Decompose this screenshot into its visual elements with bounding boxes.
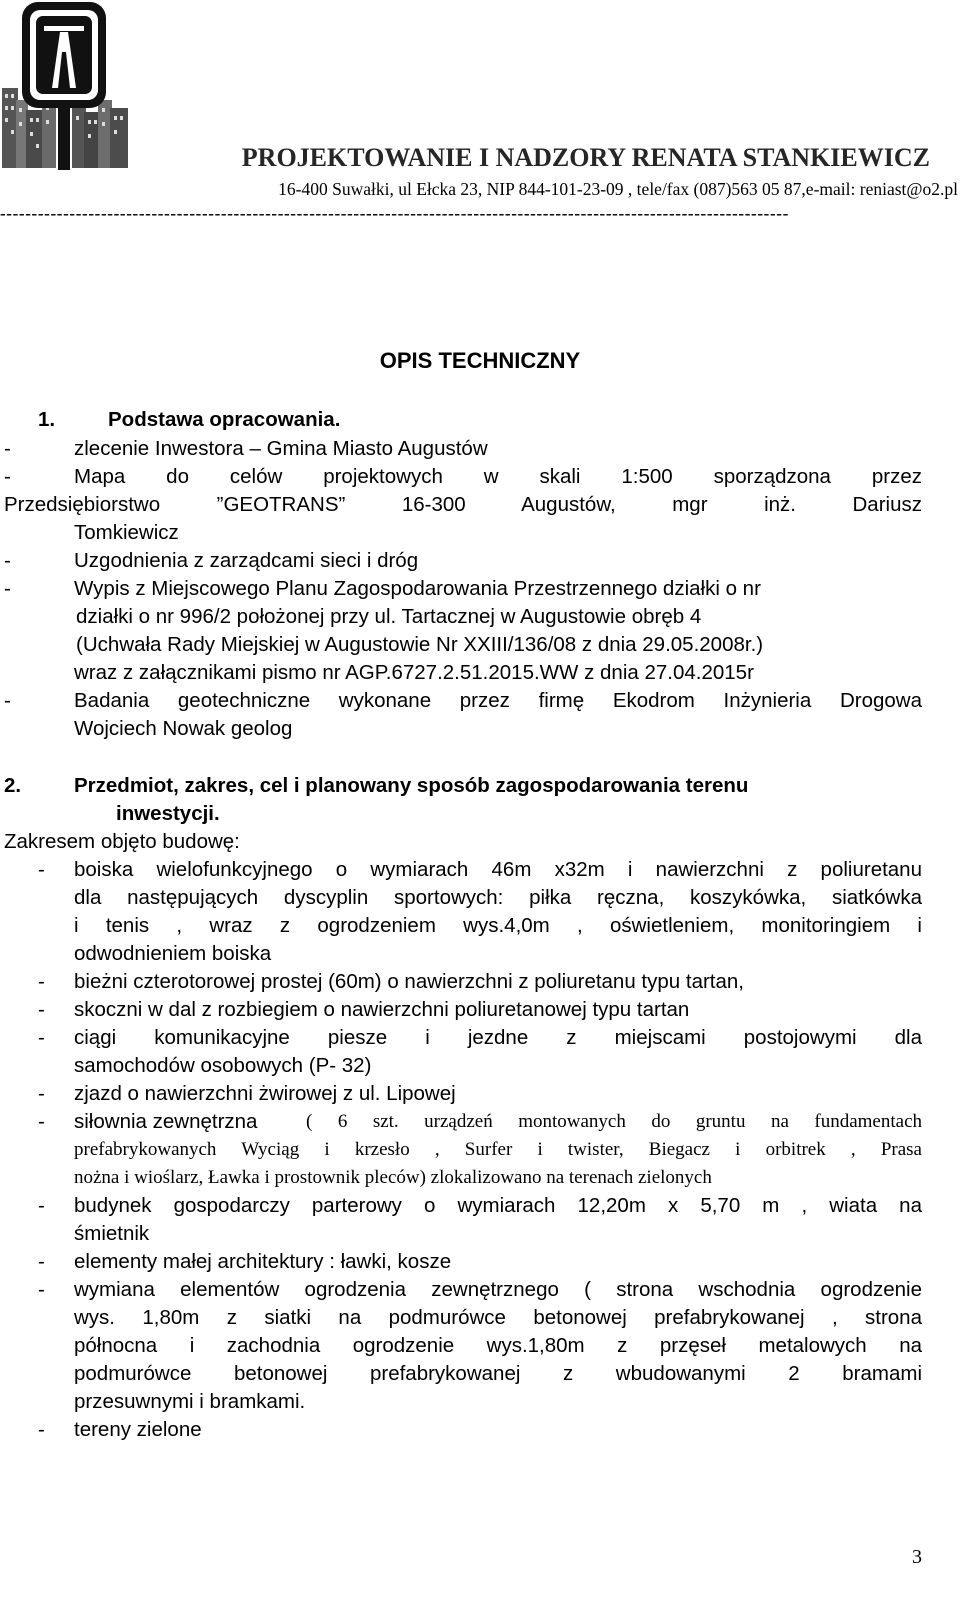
- list-item-continuation: wraz z załącznikami pismo nr AGP.6727.2.51.2015.WW z dnia 27.04.2015r: [74, 661, 754, 684]
- list-bullet: -: [4, 437, 11, 460]
- list-bullet: -: [38, 970, 45, 993]
- list-bullet: -: [38, 1250, 45, 1273]
- list-item-continuation: Tomkiewicz: [74, 521, 179, 544]
- list-item: elementy małej architektury : ławki, kosze: [74, 1250, 452, 1273]
- section-heading: inwestycji.: [116, 802, 220, 825]
- section-number: 1.: [38, 408, 56, 431]
- list-item-continuation: Przedsiębiorstwo ”GEOTRANS” 16-300 Augustów, mgr inż. Dariusz: [4, 493, 922, 516]
- page-number: 3: [912, 1546, 922, 1568]
- company-name: PROJEKTOWANIE I NADZORY RENATA STANKIEWICZ: [241, 143, 930, 172]
- section-heading: Podstawa opracowania.: [108, 408, 341, 431]
- list-item: bieżni czterotorowej prostej (60m) o nawierzchni z poliuretanu typu tartan,: [74, 970, 744, 993]
- list-item-continuation: prefabrykowanych Wyciąg i krzesło , Surfer i twister, Biegacz i orbitrek , Prasa: [74, 1139, 922, 1160]
- list-item: siłownia zewnętrzna: [74, 1110, 258, 1133]
- list-item: wymiana elementów ogrodzenia zewnętrznego ( strona wschodnia ogrodzenie: [74, 1278, 922, 1301]
- list-item-continuation: śmietnik: [74, 1222, 150, 1245]
- list-item: tereny zielone: [74, 1418, 202, 1441]
- list-item-continuation: i tenis , wraz z ogrodzeniem wys.4,0m , oświetleniem, monitoringiem i: [74, 914, 922, 937]
- list-bullet: -: [38, 1194, 45, 1217]
- list-item: zlecenie Inwestora – Gmina Miasto Augustów: [74, 437, 488, 460]
- list-item-continuation: wys. 1,80m z siatki na podmurówce betonowej prefabrykowanej , strona: [74, 1306, 922, 1329]
- list-item: Mapa do celów projektowych w skali 1:500 sporządzona przez: [74, 465, 922, 488]
- list-item-continuation: podmurówce betonowej prefabrykowanej z wbudowanymi 2 bramami: [74, 1362, 922, 1385]
- list-item-continuation: działki o nr 996/2 położonej przy ul. Tartacznej w Augustowie obręb 4: [76, 605, 702, 628]
- list-item-continuation: (Uchwała Rady Miejskiej w Augustowie Nr XXIII/136/08 z dnia 29.05.2008r.): [76, 633, 764, 656]
- section-heading: Przedmiot, zakres, cel i planowany sposób zagospodarowania terenu: [74, 774, 749, 797]
- list-item: Uzgodnienia z zarządcami sieci i dróg: [74, 549, 419, 572]
- list-item: skoczni w dal z rozbiegiem o nawierzchni poliuretanowej typu tartan: [74, 998, 690, 1021]
- list-item: Wypis z Miejscowego Planu Zagospodarowania Przestrzennego działki o nr: [74, 577, 761, 600]
- list-bullet: -: [38, 858, 45, 881]
- list-item: boiska wielofunkcyjnego o wymiarach 46m x32m i nawierzchni z poliuretanu: [74, 858, 922, 881]
- list-item-continuation: odwodnieniem boiska: [74, 942, 272, 965]
- list-bullet: -: [4, 689, 11, 712]
- header-separator: -----------------------------------------------------------------------------------------------------------------------------: [0, 204, 789, 223]
- list-bullet: -: [4, 465, 11, 488]
- list-bullet: -: [38, 1082, 45, 1105]
- list-item: ciągi komunikacyjne piesze i jezdne z miejscami postojowymi dla: [74, 1026, 922, 1049]
- list-item-continuation: samochodów osobowych (P- 32): [74, 1054, 372, 1077]
- list-bullet: -: [4, 577, 11, 600]
- list-bullet: -: [38, 1418, 45, 1441]
- list-item: zjazd o nawierzchni żwirowej z ul. Lipowej: [74, 1082, 456, 1105]
- list-item-continuation: ( 6 szt. urządzeń montowanych do gruntu na fundamentach: [306, 1111, 922, 1132]
- list-item-continuation: Wojciech Nowak geolog: [74, 717, 293, 740]
- list-bullet: -: [38, 1026, 45, 1049]
- section-number: 2.: [4, 774, 22, 797]
- document-title: OPIS TECHNICZNY: [379, 348, 581, 373]
- company-address: 16-400 Suwałki, ul Ełcka 23, NIP 844-101-23-09 , tele/fax (087)563 05 87,e-mail: reniast@o2.pl: [278, 179, 958, 199]
- list-item: Badania geotechniczne wykonane przez firmę Ekodrom Inżynieria Drogowa: [74, 689, 922, 712]
- list-bullet: -: [4, 549, 11, 572]
- list-bullet: -: [38, 1278, 45, 1301]
- list-item-continuation: nożna i wioślarz, Ławka i prostownik pleców) zlokalizowano na terenach zielonych: [74, 1167, 712, 1188]
- list-bullet: -: [38, 998, 45, 1021]
- intro-text: Zakresem objęto budowę:: [4, 830, 240, 853]
- list-bullet: -: [38, 1110, 45, 1133]
- list-item-continuation: północna i zachodnia ogrodzenie wys.1,80m z przęseł metalowych na: [74, 1334, 922, 1357]
- list-item-continuation: dla następujących dyscyplin sportowych: piłka ręczna, koszykówka, siatkówka: [74, 886, 922, 909]
- list-item-continuation: przesuwnymi i bramkami.: [74, 1390, 306, 1413]
- list-item: budynek gospodarczy parterowy o wymiarach 12,20m x 5,70 m , wiata na: [74, 1194, 922, 1217]
